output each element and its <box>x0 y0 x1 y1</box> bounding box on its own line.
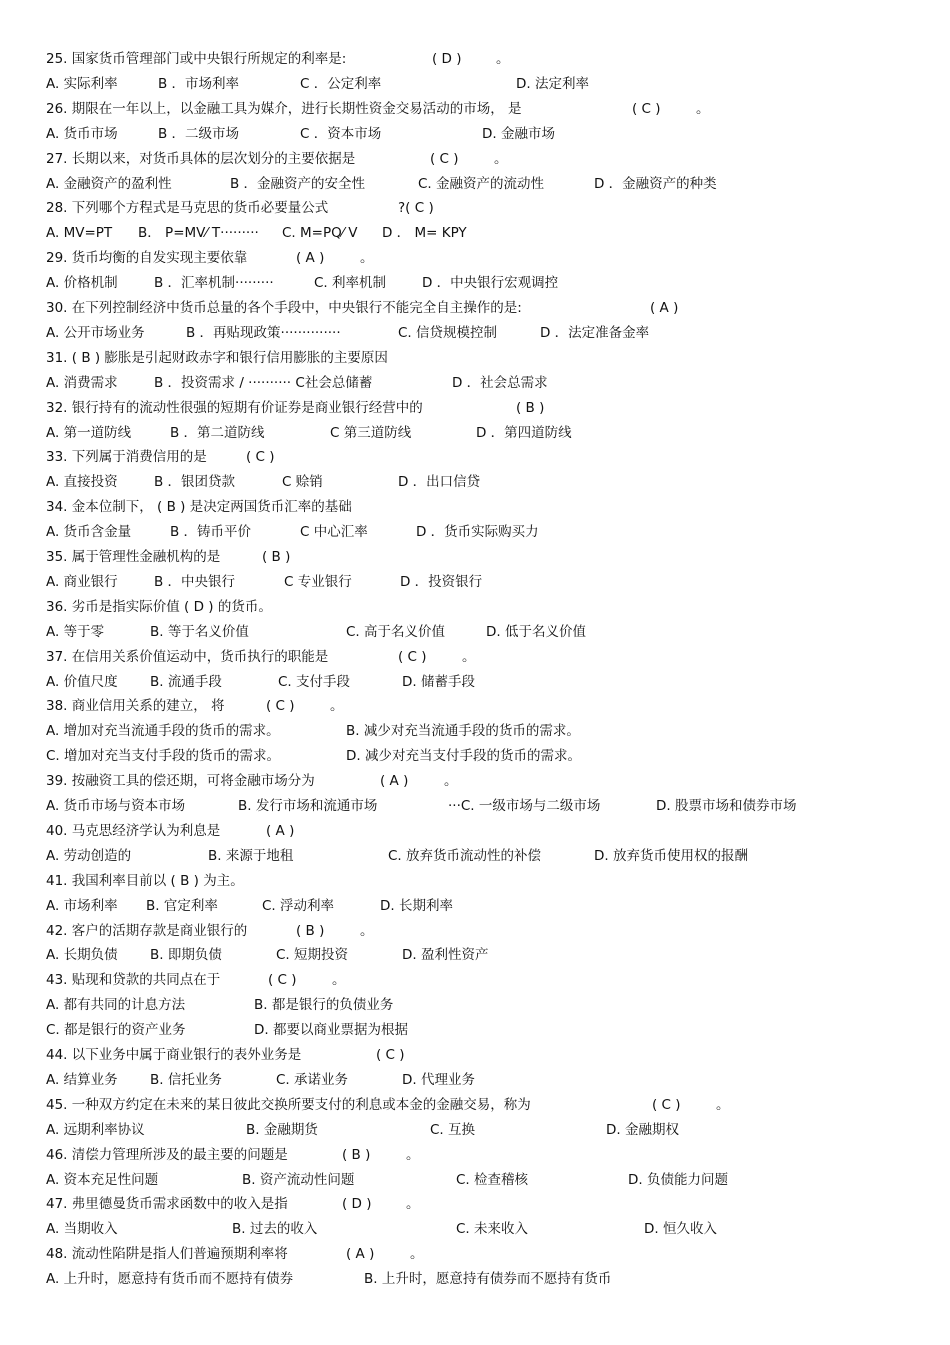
answer-mark: ( C ) <box>652 1096 681 1113</box>
sentence-end: 。 <box>496 51 510 67</box>
option-item: D. 金融市场 <box>482 125 555 142</box>
answer-mark: ( A ) <box>296 250 325 267</box>
option-item: C. 浮动利率 <box>262 897 335 914</box>
sentence-end: 。 <box>462 648 476 665</box>
options-row <box>46 796 930 816</box>
option-item: A. 都有共同的计息方法 <box>46 997 186 1014</box>
option-item: A. 实际利率 <box>46 75 118 92</box>
question-row <box>46 647 930 667</box>
option-item: B ．二级市场 <box>158 125 240 142</box>
question-row <box>46 1045 930 1065</box>
option-item: A. 上升时，愿意持有货币而不愿持有债券 <box>46 1271 294 1288</box>
question-row <box>46 447 930 467</box>
question-row <box>46 497 930 517</box>
option-item: C. 放弃货币流动性的补偿 <box>388 847 542 864</box>
option-item: C. 高于名义价值 <box>346 623 446 640</box>
options-row <box>46 74 930 94</box>
option-item: A. 金融资产的盈利性 <box>46 175 172 192</box>
options-row <box>46 995 930 1015</box>
question-text: 47. 弗里德曼货币需求函数中的收入是指 <box>46 1196 288 1213</box>
option-item: A. 直接投资 <box>46 474 118 491</box>
option-item: A. 货币含金量 <box>46 524 132 541</box>
question-row <box>46 1145 930 1165</box>
option-item: A. 劳动创造的 <box>46 847 132 864</box>
option-item: D. 长期利率 <box>380 897 453 914</box>
option-item: A. 商业银行 <box>46 573 118 590</box>
option-item: A. 货币市场 <box>46 125 118 142</box>
question-text: 38. 商业信用关系的建立， 将 <box>46 698 225 715</box>
option-item: C 中心汇率 <box>300 524 368 541</box>
sentence-end: 。 <box>406 1196 420 1213</box>
option-item: D. 恒久收入 <box>644 1221 717 1238</box>
answer-mark: ( C ) <box>266 698 295 715</box>
option-item: D ．出口信贷 <box>398 474 481 491</box>
option-item: B. 减少对充当流通手段的货币的需求。 <box>346 723 580 740</box>
answer-mark: ( B ) <box>342 1146 371 1163</box>
option-item: C. 都是银行的资产业务 <box>46 1022 186 1039</box>
question-text: 46. 清偿力管理所涉及的最主要的问题是 <box>46 1146 288 1163</box>
sentence-end: 。 <box>360 922 374 939</box>
sentence-end: 。 <box>716 1096 730 1113</box>
option-item: C. 信贷规模控制 <box>398 324 498 341</box>
option-item: B ．中央银行 <box>154 573 236 590</box>
option-item: B ．市场利率 <box>158 75 240 92</box>
question-row <box>46 547 930 567</box>
option-item: C. 金融资产的流动性 <box>418 175 545 192</box>
option-item: A. 等于零 <box>46 623 105 640</box>
option-item: A. MV=PT <box>46 225 113 242</box>
answer-mark: ?( C ) <box>398 200 434 217</box>
option-item: D ．第四道防线 <box>476 424 572 441</box>
option-item: C. 利率机制 <box>314 275 387 292</box>
option-item: C. 支付手段 <box>278 673 351 690</box>
option-item: D. 负债能力问题 <box>628 1171 728 1188</box>
options-row <box>46 472 930 492</box>
option-item: A. 市场利率 <box>46 897 118 914</box>
question-text: 39. 按融资工具的偿还期，可将金融市场分为 <box>46 773 315 790</box>
question-text: 30. 在下列控制经济中货币总量的各个手段中，中央银行不能完全自主操作的是: <box>46 300 522 316</box>
options-row <box>46 721 930 741</box>
option-item: D. 金融期权 <box>606 1121 679 1138</box>
options-row <box>46 1269 930 1289</box>
question-row <box>46 597 930 617</box>
question-row <box>46 398 930 418</box>
answer-mark: ( C ) <box>398 648 427 665</box>
sentence-end: 。 <box>360 250 374 267</box>
option-item: A. 价格机制 <box>46 275 118 292</box>
option-item: B. 等于名义价值 <box>150 623 249 640</box>
option-item: D ．货币实际购买力 <box>416 524 539 541</box>
option-item: C. 增加对充当支付手段的货币的需求。 <box>46 748 281 765</box>
question-row <box>46 348 930 368</box>
option-item: B ．金融资产的安全性 <box>230 175 366 192</box>
options-row <box>46 323 930 343</box>
option-item: C 赊销 <box>282 474 323 491</box>
option-item: B． P=MV⁄ T········· <box>138 225 259 242</box>
question-row <box>46 771 930 791</box>
option-item: D ．金融资产的种类 <box>594 175 717 192</box>
option-item: B ．银团贷款 <box>154 474 236 491</box>
question-text: 45. 一种双方约定在未来的某日彼此交换所要支付的利息或本金的金融交易，称为 <box>46 1096 531 1113</box>
question-text: 48. 流动性陷阱是指人们普遍预期利率将 <box>46 1246 288 1263</box>
sentence-end: 。 <box>494 150 508 167</box>
options-row <box>46 124 930 144</box>
question-text: 42. 客户的活期存款是商业银行的 <box>46 922 248 939</box>
option-item: D. 股票市场和债券市场 <box>656 798 797 814</box>
option-item: B. 来源于地租 <box>208 847 294 864</box>
option-item: C 第三道防线 <box>330 424 412 441</box>
option-item: D. 储蓄手段 <box>402 673 475 690</box>
option-item: B ．再贴现政策·············· <box>186 324 341 341</box>
question-text: 32. 银行持有的流动性很强的短期有价证券是商业银行经营中的 <box>46 399 423 416</box>
options-row <box>46 273 930 293</box>
option-item: C. 短期投资 <box>276 947 349 964</box>
option-item: B ．第二道防线 <box>170 424 265 441</box>
option-item: A. 公开市场业务 <box>46 324 145 341</box>
options-row <box>46 1020 930 1040</box>
options-row <box>46 945 930 965</box>
option-item: C. 互换 <box>430 1121 476 1138</box>
option-item: B. 过去的收入 <box>232 1221 318 1238</box>
option-item: C. 承诺业务 <box>276 1071 349 1088</box>
option-item: B ．投资需求 / ·········· C社会总储蓄 <box>154 374 373 391</box>
options-row <box>46 672 930 692</box>
option-item: A. 第一道防线 <box>46 424 132 441</box>
option-item: C. M=PQ⁄ V <box>282 225 358 242</box>
option-item: B. 流通手段 <box>150 673 222 690</box>
answer-mark: ( C ) <box>430 150 459 167</box>
question-row <box>46 49 930 69</box>
options-row <box>46 223 930 243</box>
question-row <box>46 1095 930 1115</box>
option-item: A. 价值尺度 <box>46 673 118 690</box>
question-row <box>46 198 930 218</box>
option-item: D ．投资银行 <box>400 573 483 590</box>
option-item: D ．中央银行宏观调控 <box>422 275 559 292</box>
option-item: B. 信托业务 <box>150 1071 222 1088</box>
sentence-end: 。 <box>330 698 344 715</box>
options-row <box>46 846 930 866</box>
options-row <box>46 746 930 766</box>
option-item: C ．公定利率 <box>300 75 382 92</box>
option-item: B. 即期负债 <box>150 947 222 964</box>
option-item: A. 当期收入 <box>46 1221 118 1238</box>
question-text: 25. 国家货币管理部门或中央银行所规定的利率是: <box>46 51 347 67</box>
option-item: ···C. 一级市场与二级市场 <box>448 798 601 814</box>
options-row <box>46 1170 930 1190</box>
question-row <box>46 149 930 169</box>
option-item: D. 放弃货币使用权的报酬 <box>594 847 748 864</box>
option-item: D. 代理业务 <box>402 1071 475 1088</box>
option-item: C 专业银行 <box>284 573 352 590</box>
option-item: B. 资产流动性问题 <box>242 1171 355 1188</box>
question-text: 36. 劣币是指实际价值 ( D ) 的货币。 <box>46 598 272 615</box>
question-row <box>46 298 930 318</box>
question-text: 26. 期限在一年以上，以金融工具为媒介，进行长期性资金交易活动的市场， 是 <box>46 100 522 117</box>
option-item: C. 检查稽核 <box>456 1171 529 1188</box>
answer-mark: ( B ) <box>516 399 545 416</box>
option-item: B ．汇率机制········· <box>154 275 274 292</box>
question-text: 29. 货币均衡的自发实现主要依靠 <box>46 250 248 267</box>
question-row <box>46 1244 930 1264</box>
options-row <box>46 373 930 393</box>
option-item: A. 远期利率协议 <box>46 1121 145 1138</box>
answer-mark: ( D ) <box>432 51 462 67</box>
option-item: B. 发行市场和流通市场 <box>238 798 378 814</box>
option-item: C ．资本市场 <box>300 125 382 142</box>
question-row <box>46 99 930 119</box>
option-item: D ． M= KPY <box>382 225 467 242</box>
question-text: 34. 金本位制下， ( B ) 是决定两国货币汇率的基础 <box>46 499 352 516</box>
option-item: B. 都是银行的负债业务 <box>254 997 394 1014</box>
option-item: B. 上升时，愿意持有债券而不愿持有货币 <box>364 1271 612 1288</box>
question-row <box>46 821 930 841</box>
options-row <box>46 1120 930 1140</box>
question-row <box>46 696 930 716</box>
answer-mark: ( A ) <box>650 300 679 316</box>
question-text: 35. 属于管理性金融机构的是 <box>46 549 221 565</box>
question-text: 31. ( B ) 膨胀是引起财政赤字和银行信用膨胀的主要原因 <box>46 349 388 366</box>
answer-mark: ( A ) <box>266 822 295 839</box>
option-item: D. 法定利率 <box>516 75 589 92</box>
option-item: B ．铸币平价 <box>170 524 252 541</box>
question-text: 37. 在信用关系价值运动中，货币执行的职能是 <box>46 648 329 665</box>
answer-mark: ( A ) <box>380 773 409 790</box>
question-text: 27. 长期以来，对货币具体的层次划分的主要依据是 <box>46 150 356 167</box>
option-item: A. 长期负债 <box>46 947 118 964</box>
options-row <box>46 423 930 443</box>
question-text: 41. 我国利率目前以 ( B ) 为主。 <box>46 872 244 889</box>
answer-mark: ( B ) <box>262 549 291 565</box>
sentence-end: 。 <box>410 1246 424 1263</box>
options-row <box>46 572 930 592</box>
question-text: 33. 下列属于消费信用的是 <box>46 449 207 466</box>
option-item: D. 减少对充当支付手段的货币的需求。 <box>346 748 581 765</box>
options-row <box>46 174 930 194</box>
option-item: D ．社会总需求 <box>452 374 548 391</box>
sentence-end: 。 <box>444 773 458 790</box>
options-row <box>46 622 930 642</box>
answer-mark: ( A ) <box>346 1246 375 1263</box>
question-text: 44. 以下业务中属于商业银行的表外业务是 <box>46 1047 302 1063</box>
options-row <box>46 1219 930 1239</box>
sentence-end: 。 <box>696 100 710 117</box>
option-item: A. 货币市场与资本市场 <box>46 798 186 814</box>
option-item: D. 盈利性资产 <box>402 947 489 964</box>
option-item: A. 资本充足性问题 <box>46 1171 159 1188</box>
option-item: A. 消费需求 <box>46 374 118 391</box>
option-item: B. 金融期货 <box>246 1121 318 1138</box>
answer-mark: ( C ) <box>632 100 661 117</box>
option-item: C. 未来收入 <box>456 1221 529 1238</box>
answer-mark: ( C ) <box>376 1047 405 1063</box>
options-row <box>46 1070 930 1090</box>
question-text: 40. 马克思经济学认为利息是 <box>46 822 221 839</box>
sentence-end: 。 <box>406 1146 420 1163</box>
question-row <box>46 921 930 941</box>
option-item: D ．法定准备金率 <box>540 324 650 341</box>
option-item: B. 官定利率 <box>146 897 218 914</box>
question-text: 43. 贴现和贷款的共同点在于 <box>46 972 221 989</box>
answer-mark: ( D ) <box>342 1196 372 1213</box>
question-row <box>46 871 930 891</box>
question-row <box>46 248 930 268</box>
sentence-end: 。 <box>332 972 346 989</box>
options-row <box>46 522 930 542</box>
answer-mark: ( B ) <box>296 922 325 939</box>
answer-mark: ( C ) <box>246 449 275 466</box>
question-row <box>46 970 930 990</box>
answer-mark: ( C ) <box>268 972 297 989</box>
option-item: D. 都要以商业票据为根据 <box>254 1022 408 1039</box>
question-text: 28. 下列哪个方程式是马克思的货币必要量公式 <box>46 200 329 217</box>
option-item: A. 结算业务 <box>46 1071 118 1088</box>
options-row <box>46 896 930 916</box>
option-item: D. 低于名义价值 <box>486 623 586 640</box>
question-row <box>46 1194 930 1214</box>
option-item: A. 增加对充当流通手段的货币的需求。 <box>46 723 280 740</box>
